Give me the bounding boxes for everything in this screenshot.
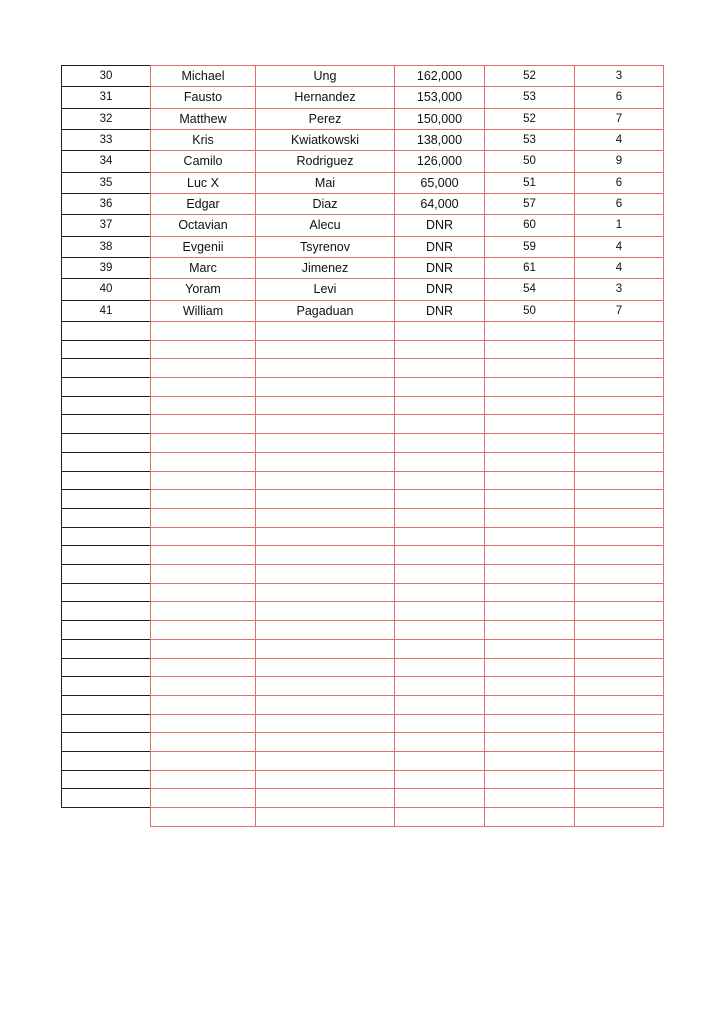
empty-cell — [394, 695, 485, 715]
empty-cell — [255, 620, 395, 640]
empty-cell — [574, 620, 664, 640]
wins-cell: 6 — [574, 172, 664, 194]
empty-cell — [484, 489, 575, 509]
empty-cell — [150, 489, 256, 509]
empty-cell — [484, 583, 575, 603]
last-name-cell: Tsyrenov — [255, 236, 395, 258]
empty-cell — [574, 433, 664, 453]
score-cell: DNR — [394, 278, 485, 300]
empty-cell — [255, 695, 395, 715]
empty-cell — [255, 340, 395, 360]
empty-cell — [484, 658, 575, 678]
empty-cell — [150, 751, 256, 771]
empty-cell — [255, 732, 395, 752]
empty-cell — [394, 527, 485, 547]
first-name-cell: Fausto — [150, 86, 256, 108]
score-cell: DNR — [394, 214, 485, 236]
empty-cell — [574, 377, 664, 397]
age-cell: 52 — [484, 108, 575, 130]
empty-cell — [255, 358, 395, 378]
empty-cell — [150, 414, 256, 434]
empty-cell — [61, 732, 151, 752]
empty-cell — [394, 508, 485, 528]
empty-cell — [394, 639, 485, 659]
empty-cell — [574, 676, 664, 696]
empty-cell — [484, 527, 575, 547]
first-name-cell: Michael — [150, 65, 256, 87]
empty-cell — [574, 658, 664, 678]
empty-cell — [484, 321, 575, 341]
empty-cell — [255, 396, 395, 416]
empty-cell — [574, 751, 664, 771]
age-cell: 53 — [484, 129, 575, 151]
empty-cell — [61, 414, 151, 434]
empty-cell — [394, 620, 485, 640]
empty-cell — [150, 639, 256, 659]
empty-cell — [394, 676, 485, 696]
empty-cell — [255, 807, 395, 827]
first-name-cell: Marc — [150, 257, 256, 279]
empty-cell — [255, 489, 395, 509]
first-name-cell: Camilo — [150, 150, 256, 172]
empty-cell — [61, 695, 151, 715]
rank-cell: 31 — [61, 86, 151, 108]
empty-cell — [150, 321, 256, 341]
empty-cell — [484, 676, 575, 696]
score-cell: DNR — [394, 236, 485, 258]
empty-cell — [255, 601, 395, 621]
last-name-cell: Perez — [255, 108, 395, 130]
rank-cell: 34 — [61, 150, 151, 172]
empty-cell — [574, 321, 664, 341]
empty-cell — [484, 751, 575, 771]
score-cell: 126,000 — [394, 150, 485, 172]
empty-cell — [61, 545, 151, 565]
empty-cell — [255, 639, 395, 659]
first-name-cell: Luc X — [150, 172, 256, 194]
rank-cell: 33 — [61, 129, 151, 151]
empty-cell — [574, 545, 664, 565]
rank-cell: 30 — [61, 65, 151, 87]
empty-cell — [255, 545, 395, 565]
empty-cell — [394, 489, 485, 509]
empty-cell — [255, 714, 395, 734]
wins-cell: 3 — [574, 278, 664, 300]
score-cell: 65,000 — [394, 172, 485, 194]
empty-cell — [150, 377, 256, 397]
last-name-cell: Hernandez — [255, 86, 395, 108]
empty-cell — [484, 471, 575, 491]
first-name-cell: William — [150, 300, 256, 322]
empty-cell — [150, 508, 256, 528]
empty-cell — [484, 414, 575, 434]
empty-cell — [150, 340, 256, 360]
empty-cell — [484, 508, 575, 528]
age-cell: 53 — [484, 86, 575, 108]
empty-cell — [61, 321, 151, 341]
empty-cell — [574, 732, 664, 752]
empty-cell — [150, 714, 256, 734]
empty-cell — [484, 695, 575, 715]
empty-cell — [394, 751, 485, 771]
age-cell: 59 — [484, 236, 575, 258]
empty-cell — [484, 714, 575, 734]
empty-cell — [150, 452, 256, 472]
empty-cell — [150, 788, 256, 808]
empty-cell — [255, 433, 395, 453]
empty-cell — [61, 564, 151, 584]
empty-cell — [394, 396, 485, 416]
empty-cell — [255, 452, 395, 472]
empty-cell — [255, 527, 395, 547]
empty-cell — [150, 695, 256, 715]
score-cell: DNR — [394, 257, 485, 279]
empty-cell — [484, 340, 575, 360]
empty-cell — [394, 788, 485, 808]
first-name-cell: Octavian — [150, 214, 256, 236]
empty-cell — [150, 583, 256, 603]
empty-cell — [574, 452, 664, 472]
empty-cell — [61, 396, 151, 416]
empty-cell — [255, 564, 395, 584]
first-name-cell: Edgar — [150, 193, 256, 215]
age-cell: 60 — [484, 214, 575, 236]
score-cell: DNR — [394, 300, 485, 322]
rank-cell: 37 — [61, 214, 151, 236]
empty-cell — [394, 545, 485, 565]
empty-cell — [484, 377, 575, 397]
empty-cell — [394, 714, 485, 734]
empty-cell — [484, 396, 575, 416]
last-name-cell: Mai — [255, 172, 395, 194]
empty-cell — [150, 658, 256, 678]
empty-cell — [61, 658, 151, 678]
first-name-cell: Yoram — [150, 278, 256, 300]
empty-cell — [574, 583, 664, 603]
empty-cell — [255, 471, 395, 491]
empty-cell — [394, 732, 485, 752]
wins-cell: 7 — [574, 300, 664, 322]
empty-cell — [394, 601, 485, 621]
empty-cell — [61, 489, 151, 509]
empty-cell — [394, 564, 485, 584]
wins-cell: 1 — [574, 214, 664, 236]
rank-cell: 32 — [61, 108, 151, 130]
empty-cell — [150, 433, 256, 453]
last-name-cell: Pagaduan — [255, 300, 395, 322]
empty-cell — [394, 770, 485, 790]
last-name-cell: Alecu — [255, 214, 395, 236]
empty-cell — [394, 658, 485, 678]
empty-cell — [61, 620, 151, 640]
last-name-cell: Levi — [255, 278, 395, 300]
rank-cell: 38 — [61, 236, 151, 258]
empty-cell — [150, 358, 256, 378]
empty-cell — [484, 770, 575, 790]
empty-cell — [574, 396, 664, 416]
score-cell: 138,000 — [394, 129, 485, 151]
empty-cell — [255, 751, 395, 771]
empty-cell — [61, 770, 151, 790]
empty-cell — [394, 377, 485, 397]
empty-cell — [484, 620, 575, 640]
wins-cell: 4 — [574, 257, 664, 279]
empty-cell — [574, 564, 664, 584]
empty-cell — [574, 340, 664, 360]
empty-cell — [484, 788, 575, 808]
empty-cell — [574, 601, 664, 621]
empty-cell — [394, 807, 485, 827]
empty-cell — [484, 732, 575, 752]
score-cell: 162,000 — [394, 65, 485, 87]
wins-cell: 6 — [574, 86, 664, 108]
empty-cell — [150, 545, 256, 565]
empty-cell — [484, 545, 575, 565]
empty-cell — [150, 601, 256, 621]
empty-cell — [150, 807, 256, 827]
rank-cell: 36 — [61, 193, 151, 215]
empty-cell — [255, 770, 395, 790]
empty-cell — [61, 377, 151, 397]
first-name-cell: Kris — [150, 129, 256, 151]
empty-cell — [255, 377, 395, 397]
age-cell: 50 — [484, 300, 575, 322]
empty-cell — [150, 396, 256, 416]
empty-cell — [394, 452, 485, 472]
empty-cell — [574, 807, 664, 827]
empty-cell — [255, 321, 395, 341]
empty-cell — [61, 527, 151, 547]
empty-cell — [574, 695, 664, 715]
last-name-cell: Diaz — [255, 193, 395, 215]
empty-cell — [574, 508, 664, 528]
wins-cell: 9 — [574, 150, 664, 172]
score-cell: 153,000 — [394, 86, 485, 108]
last-name-cell: Ung — [255, 65, 395, 87]
empty-cell — [150, 770, 256, 790]
empty-cell — [484, 639, 575, 659]
empty-cell — [574, 358, 664, 378]
last-name-cell: Rodriguez — [255, 150, 395, 172]
empty-cell — [574, 639, 664, 659]
rank-cell: 40 — [61, 278, 151, 300]
wins-cell: 3 — [574, 65, 664, 87]
empty-cell — [255, 658, 395, 678]
empty-cell — [394, 433, 485, 453]
empty-cell — [61, 433, 151, 453]
empty-cell — [150, 527, 256, 547]
score-cell: 64,000 — [394, 193, 485, 215]
empty-cell — [394, 321, 485, 341]
empty-cell — [61, 358, 151, 378]
empty-cell — [484, 601, 575, 621]
empty-cell — [484, 452, 575, 472]
empty-cell — [61, 452, 151, 472]
wins-cell: 4 — [574, 129, 664, 151]
empty-cell — [61, 714, 151, 734]
empty-cell — [61, 788, 151, 808]
empty-cell — [61, 583, 151, 603]
age-cell: 61 — [484, 257, 575, 279]
empty-cell — [61, 676, 151, 696]
rank-cell: 35 — [61, 172, 151, 194]
empty-cell — [61, 601, 151, 621]
age-cell: 52 — [484, 65, 575, 87]
empty-cell — [61, 508, 151, 528]
empty-cell — [574, 489, 664, 509]
age-cell: 57 — [484, 193, 575, 215]
empty-cell — [574, 414, 664, 434]
empty-cell — [484, 807, 575, 827]
empty-cell — [394, 583, 485, 603]
age-cell: 50 — [484, 150, 575, 172]
empty-cell — [255, 414, 395, 434]
empty-cell — [574, 527, 664, 547]
age-cell: 51 — [484, 172, 575, 194]
empty-cell — [255, 508, 395, 528]
empty-cell — [394, 471, 485, 491]
wins-cell: 6 — [574, 193, 664, 215]
empty-cell — [150, 732, 256, 752]
empty-cell — [574, 714, 664, 734]
empty-cell — [255, 788, 395, 808]
rank-cell: 41 — [61, 300, 151, 322]
empty-cell — [394, 340, 485, 360]
empty-cell — [61, 340, 151, 360]
empty-cell — [61, 751, 151, 771]
empty-cell — [394, 358, 485, 378]
empty-cell — [574, 770, 664, 790]
empty-cell — [484, 564, 575, 584]
last-name-cell: Jimenez — [255, 257, 395, 279]
empty-cell — [150, 564, 256, 584]
empty-cell — [150, 471, 256, 491]
empty-cell — [484, 433, 575, 453]
empty-cell — [150, 676, 256, 696]
empty-cell — [574, 788, 664, 808]
last-name-cell: Kwiatkowski — [255, 129, 395, 151]
empty-cell — [394, 414, 485, 434]
wins-cell: 4 — [574, 236, 664, 258]
first-name-cell: Evgenii — [150, 236, 256, 258]
empty-cell — [255, 676, 395, 696]
first-name-cell: Matthew — [150, 108, 256, 130]
empty-cell — [574, 471, 664, 491]
empty-cell — [484, 358, 575, 378]
empty-cell — [150, 620, 256, 640]
empty-cell — [61, 639, 151, 659]
empty-cell — [61, 471, 151, 491]
age-cell: 54 — [484, 278, 575, 300]
score-cell: 150,000 — [394, 108, 485, 130]
wins-cell: 7 — [574, 108, 664, 130]
empty-cell — [255, 583, 395, 603]
rank-cell: 39 — [61, 257, 151, 279]
